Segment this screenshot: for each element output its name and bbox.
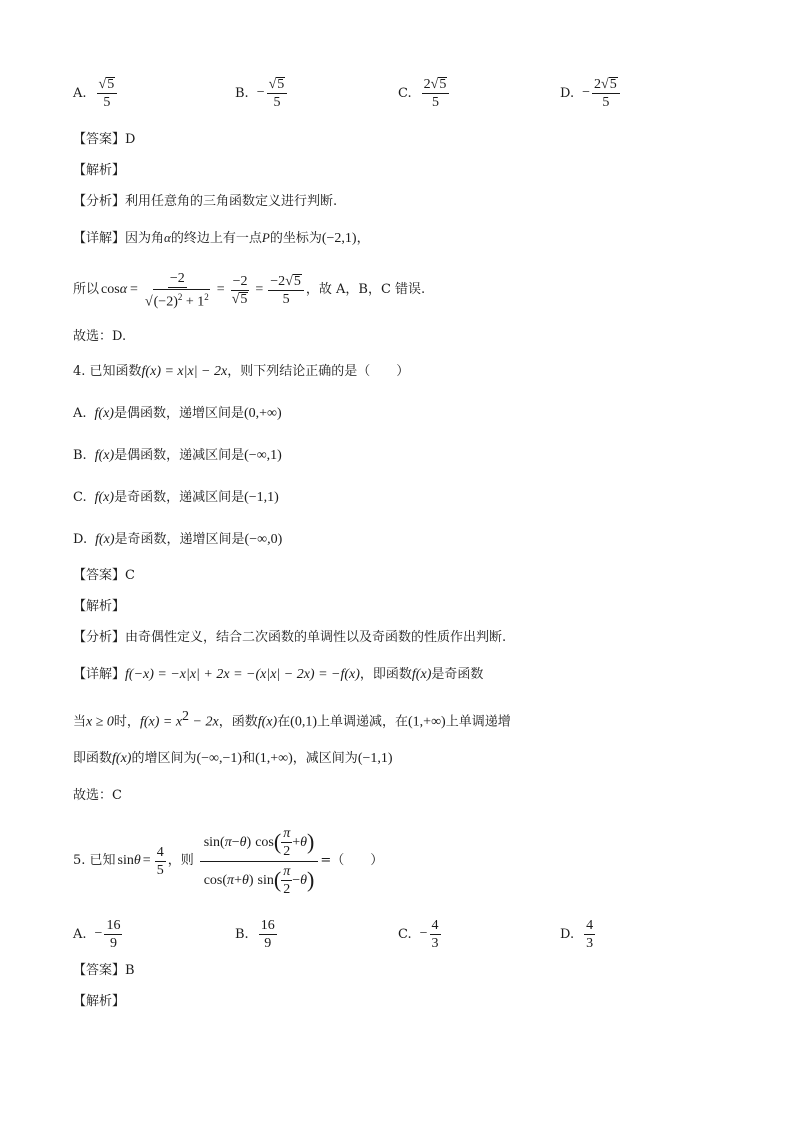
- q4-stem: 4. 已知函数f(x) = x|x| − 2x，则下列结论正确的是（ ）: [73, 364, 410, 379]
- q4-fenxi: 【分析】由奇偶性定义，结合二次函数的单调性以及奇函数的性质作出判断.: [73, 630, 507, 645]
- q4-detail-line2: 当x ≥ 0时，$f(x) = x^2 - 2x$，函数f(x)在(0,1)上单调递减，在(1,+∞)上单调递增: [73, 709, 511, 730]
- q5-sin-value: $\frac{4}{5}$: [156, 844, 164, 878]
- answer-value: D: [125, 132, 136, 147]
- q4-answer: [73, 567, 135, 585]
- q3-option-b-fraction: $\frac{√5}{5}$: [267, 77, 288, 110]
- q3-option-c-fraction: $\frac{2√5}{5}$: [422, 77, 450, 110]
- answer-tag: 【答案】: [73, 568, 126, 583]
- q3-answer: [73, 131, 135, 149]
- q5-option-a[interactable]: A. − $\frac{16}{9}$: [73, 917, 121, 951]
- q3-option-d-fraction: $\frac{2√5}{5}$: [592, 77, 620, 110]
- q3-option-c[interactable]: C. $\frac{2√5}{5}$: [398, 73, 451, 113]
- q4-option-c[interactable]: C. f(x)是奇函数，递减区间是(−1,1): [73, 490, 279, 505]
- q4-option-b[interactable]: B. f(x)是偶函数，递减区间是(−∞,1): [73, 448, 282, 463]
- q4-detail-line3: 即函数f(x)的增区间为(−∞,−1)和(1,+∞)，减区间为(−1,1): [73, 751, 393, 766]
- q3-choose: 故选：D.: [73, 329, 127, 344]
- q5-answer: [73, 962, 135, 980]
- answer-value: C: [125, 568, 135, 583]
- q4-option-d[interactable]: D. f(x)是奇函数，递增区间是(−∞,0): [73, 532, 283, 547]
- answer-tag: 【答案】: [73, 132, 126, 147]
- q3-analysis-tag: 【解析】: [73, 163, 126, 178]
- q5-option-c[interactable]: C. − $\frac{4}{3}$: [398, 917, 439, 951]
- q3-calc-fraction-1: $\frac{-2}{√(-2)^2 + 1^2}$: [144, 270, 209, 310]
- q3-option-d[interactable]: D. − $\frac{2√5}{5}$: [560, 73, 622, 113]
- q3-calc-fraction-2: $\frac{-2}{√5}$: [231, 273, 248, 307]
- q4-choose: 故选：C: [73, 788, 122, 803]
- q5-stem: 5. 已知 sin θ = $\frac{4}{5}$ ，则 sin ( π − θ ) cos ( $\frac{\pi}{2}$ + θ ) cos ( π + θ ) sin ( $\frac{\pi}{2}$ − θ ) =（ ）: [73, 825, 384, 897]
- q3-calc-fraction-3: $\frac{-2√5}{5}$: [268, 274, 304, 307]
- q4-analysis-tag: 【解析】: [73, 599, 126, 614]
- q3-option-a[interactable]: A. $\frac{√5}{5}$: [73, 73, 119, 113]
- answer-value: B: [125, 963, 135, 978]
- q3-options-row: [0, 73, 794, 113]
- q5-analysis-tag: 【解析】: [73, 994, 126, 1009]
- q3-option-b[interactable]: B. − $\frac{√5}{5}$: [235, 73, 289, 113]
- q4-detail: 【详解】f(−x) = −x|x| + 2x = −(x|x| − 2x) = −f(x)，即函数f(x)是奇函数: [73, 667, 484, 682]
- q5-option-b[interactable]: B. $\frac{16}{9}$: [235, 917, 275, 951]
- q3-option-a-fraction: $\frac{√5}{5}$: [97, 77, 118, 110]
- q3-calculation: 所以 cos α = $\frac{-2}{√(-2)^2 + 1^2}$ = $\frac{-2}{√5}$ = $\frac{-2√5}{5}$ ，故 A，B，C 错误.: [73, 270, 426, 310]
- q4-option-a[interactable]: A. f(x)是偶函数，递增区间是(0,+∞): [73, 406, 282, 421]
- q5-option-d[interactable]: D. $\frac{4}{3}$: [560, 917, 594, 951]
- q3-fenxi: 【分析】利用任意角的三角函数定义进行判断.: [73, 194, 338, 209]
- q5-expression: sin ( π − θ ) cos ( $\frac{\pi}{2}$ + θ ) cos ( π + θ ) sin ( $\frac{\pi}{2}$ − θ ): [200, 826, 319, 897]
- answer-tag: 【答案】: [73, 963, 126, 978]
- q3-detail-line: 【详解】因为角α的终边上有一点P的坐标为(−2,1)，: [73, 230, 370, 246]
- q5-options-row: [0, 914, 794, 954]
